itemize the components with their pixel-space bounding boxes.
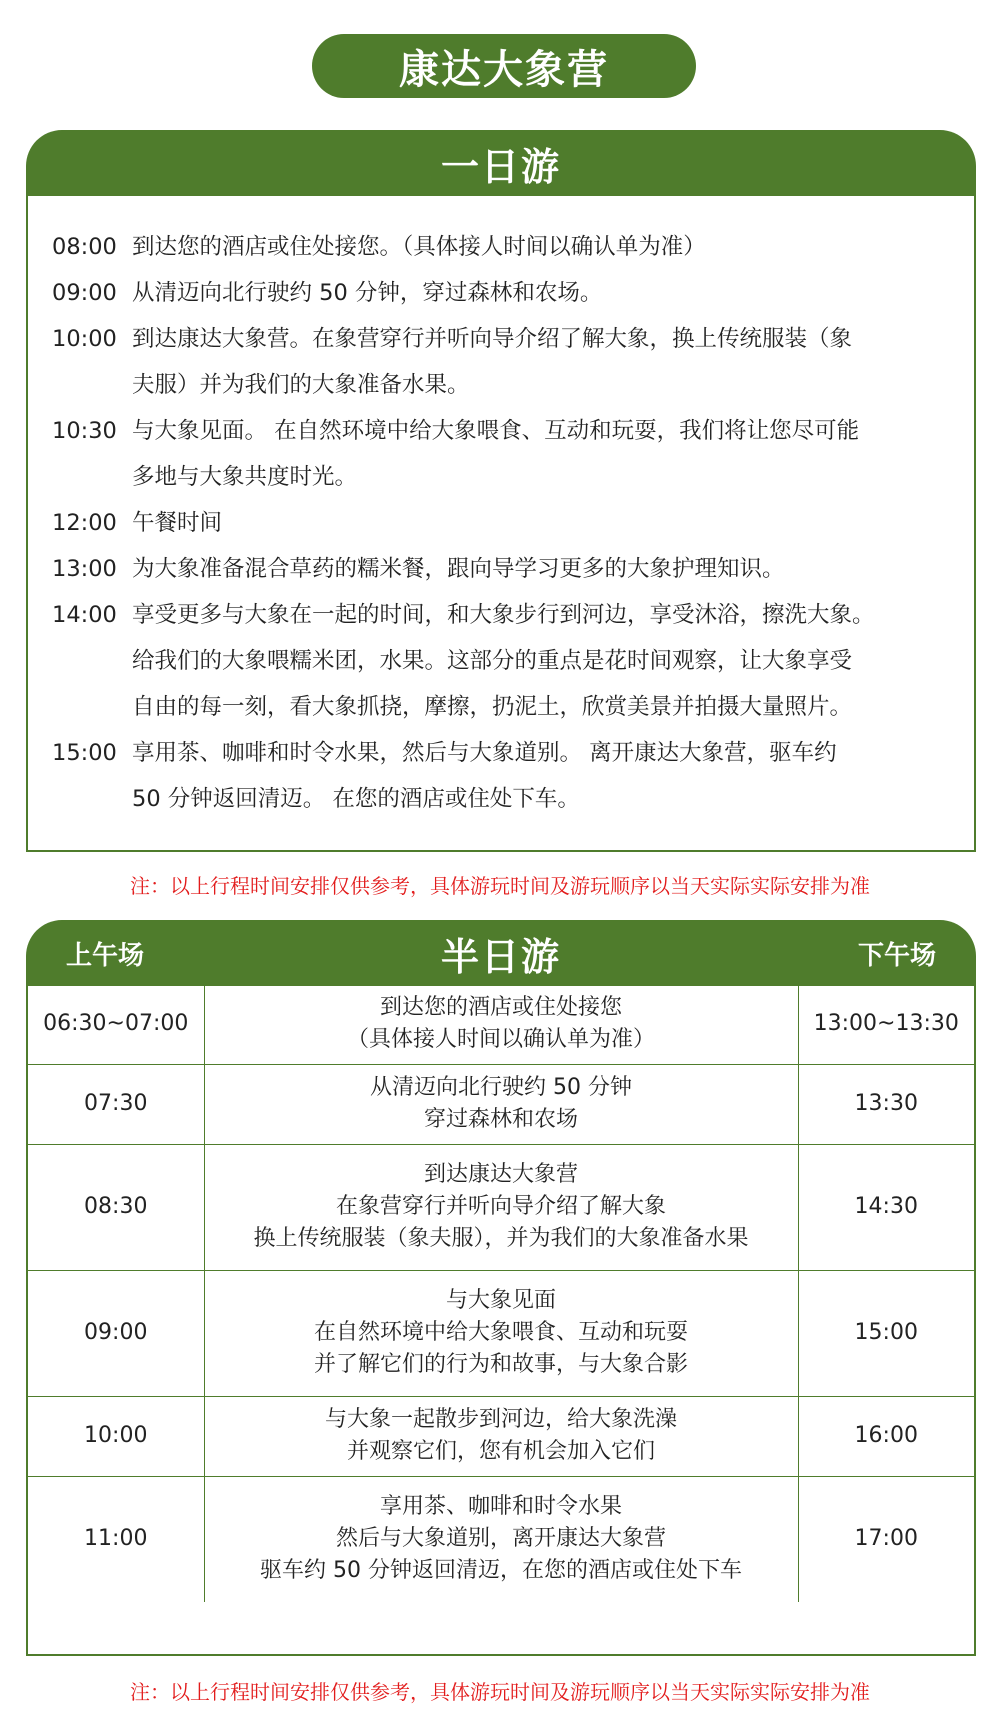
activity-line: 并观察它们，您有机会加入它们 (346, 1439, 655, 1464)
pm-time-cell: 13:00~13:30 (798, 984, 974, 1064)
activity-line: 到达您的酒店或住处接您 (379, 994, 622, 1020)
am-session-label: 上午场 (66, 940, 145, 971)
one-day-card (26, 144, 976, 852)
schedule-note-bottom: 注：以上行程时间安排仅供参考，具体游玩时间及游玩顺序以当天实际实际安排为准 (130, 1680, 870, 1704)
table-row (28, 1476, 974, 1602)
itinerary-item (52, 592, 958, 730)
activity-line: （具体接人时间以确认单为准） (346, 1026, 655, 1052)
pm-session-label: 下午场 (857, 940, 936, 971)
itinerary-item (52, 546, 958, 592)
itinerary-line: 给我们的大象喂糯米团，水果。这部分的重点是花时间观察，让大象享受 (132, 648, 853, 674)
activity-cell (204, 1270, 798, 1396)
am-time-cell: 08:30 (28, 1144, 204, 1270)
itinerary-item (52, 224, 958, 270)
activity-line: 与大象一起散步到河边，给大象洗澡 (324, 1407, 677, 1432)
activity-cell (204, 1144, 798, 1270)
itinerary-line: 享用茶、咖啡和时令水果，然后与大象道别。 离开康达大象营，驱车约 (132, 740, 837, 766)
itinerary-line: 从清迈向北行驶约 50 分钟，穿过森林和农场。 (132, 280, 603, 306)
activity-line: 然后与大象道别，离开康达大象营 (335, 1526, 666, 1552)
activity-line: 享用茶、咖啡和时令水果 (379, 1494, 622, 1520)
itinerary-description (132, 224, 958, 270)
activity-cell (204, 1064, 798, 1144)
activity-line: 驱车约 50 分钟返回清迈，在您的酒店或住处下车 (260, 1558, 742, 1584)
itinerary-line: 多地与大象共度时光。 (132, 464, 358, 490)
itinerary-time: 15:00 (52, 740, 117, 766)
itinerary-time: 09:00 (52, 280, 117, 306)
schedule-note: 注：以上行程时间安排仅供参考，具体游玩时间及游玩顺序以当天实际实际安排为准 (130, 874, 870, 898)
itinerary-time: 10:30 (52, 418, 117, 444)
activity-line: 到达康达大象营 (423, 1162, 578, 1187)
itinerary-line: 到达您的酒店或住处接您。（具体接人时间以确认单为准） (132, 234, 706, 260)
itinerary-time: 14:00 (52, 602, 117, 628)
half-day-heading: 半日游 (440, 934, 561, 979)
activity-line: 并了解它们的行为和故事，与大象合影 (313, 1352, 688, 1377)
itinerary-time: 12:00 (52, 510, 117, 536)
itinerary-item (52, 408, 958, 500)
activity-line: 与大象见面 (445, 1288, 556, 1313)
table-row (28, 1270, 974, 1396)
itinerary-line: 夫服）并为我们的大象准备水果。 (132, 372, 470, 398)
pm-time-cell: 16:00 (798, 1396, 974, 1476)
itinerary-line: 到达康达大象营。在象营穿行并听向导介绍了解大象，换上传统服装（象 (132, 326, 853, 352)
am-time-cell: 07:30 (28, 1064, 204, 1144)
table-row (28, 1396, 974, 1476)
activity-cell (204, 1396, 798, 1476)
pm-time-cell: 17:00 (798, 1476, 974, 1602)
pm-time-cell: 15:00 (798, 1270, 974, 1396)
itinerary-description (132, 408, 958, 500)
pm-time-cell: 13:30 (798, 1064, 974, 1144)
itinerary-line: 享受更多与大象在一起的时间，和大象步行到河边，享受沐浴，擦洗大象。 (132, 602, 875, 628)
activity-line: 在象营穿行并听向导介绍了解大象 (335, 1194, 666, 1219)
activity-line: 换上传统服装（象夫服），并为我们的大象准备水果 (253, 1226, 749, 1251)
itinerary-item (52, 500, 958, 546)
itinerary-line: 为大象准备混合草药的糯米餐，跟向导学习更多的大象护理知识。 (132, 556, 785, 582)
table-row (28, 1144, 974, 1270)
am-time-cell: 11:00 (28, 1476, 204, 1602)
table-row (28, 1064, 974, 1144)
itinerary-item (52, 730, 958, 822)
itinerary-time: 13:00 (52, 556, 117, 582)
am-time-cell: 10:00 (28, 1396, 204, 1476)
itinerary-description (132, 316, 958, 408)
am-time-cell: 06:30~07:00 (28, 984, 204, 1064)
itinerary-item (52, 270, 958, 316)
activity-line: 穿过森林和农场 (423, 1107, 578, 1132)
itinerary-description (132, 270, 958, 316)
itinerary-time: 08:00 (52, 234, 117, 260)
one-day-itinerary (52, 224, 958, 822)
activity-line: 从清迈向北行驶约 50 分钟 (370, 1075, 632, 1100)
itinerary-line: 自由的每一刻，看大象抓挠，摩擦，扔泥土，欣赏美景并拍摄大量照片。 (132, 694, 853, 720)
itinerary-description (132, 500, 958, 546)
one-day-heading: 一日游 (26, 130, 976, 196)
itinerary-description (132, 592, 958, 730)
itinerary-description (132, 730, 958, 822)
itinerary-line: 午餐时间 (132, 510, 223, 536)
itinerary-line: 50 分钟返回清迈。 在您的酒店或住处下车。 (132, 786, 580, 812)
itinerary-item (52, 316, 958, 408)
itinerary-line: 与大象见面。 在自然环境中给大象喂食、互动和玩耍，我们将让您尽可能 (132, 418, 860, 444)
am-time-cell: 09:00 (28, 1270, 204, 1396)
page-title: 康达大象营 (312, 34, 696, 98)
half-day-card (26, 934, 976, 1656)
pm-time-cell: 14:30 (798, 1144, 974, 1270)
half-day-header (26, 920, 976, 986)
activity-cell (204, 1476, 798, 1602)
activity-cell (204, 984, 798, 1064)
activity-line: 在自然环境中给大象喂食、互动和玩耍 (313, 1320, 688, 1345)
itinerary-description (132, 546, 958, 592)
itinerary-time: 10:00 (52, 326, 117, 352)
half-day-table (28, 984, 974, 1602)
table-row (28, 984, 974, 1064)
